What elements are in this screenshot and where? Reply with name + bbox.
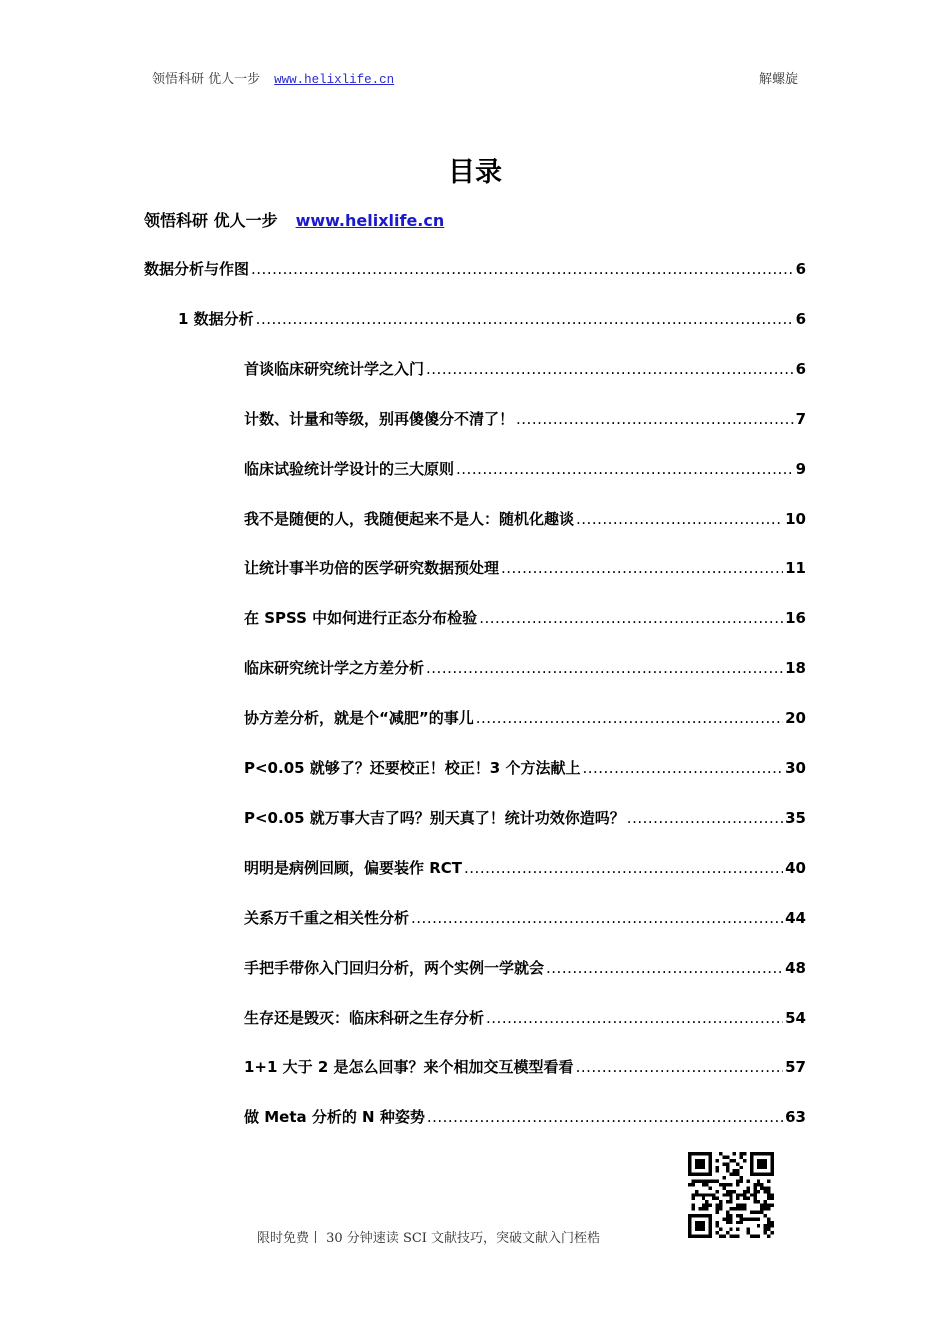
toc-entry-label: P<0.05 就万事大吉了吗？别天真了！统计功效你造吗？	[244, 808, 625, 827]
dot-leader	[256, 310, 794, 328]
brand-line	[144, 208, 444, 231]
toc-entry-page: 9	[795, 459, 806, 478]
toc-entry-label: 临床研究统计学之方差分析	[244, 659, 425, 678]
toc-entry-page: 6	[795, 359, 806, 378]
toc-entry[interactable]	[244, 807, 806, 829]
toc-entry-label: P<0.05 就够了？还要校正！校正！3 个方法献上	[244, 759, 581, 777]
toc-entry[interactable]	[244, 408, 806, 430]
toc-entry-page: 16	[785, 609, 806, 628]
toc-entry[interactable]	[244, 1007, 806, 1029]
qr-code-icon	[688, 1152, 774, 1238]
toc-entry-page: 44	[785, 908, 806, 927]
toc-entry[interactable]	[244, 907, 806, 929]
toc-entry-label: 计数、计量和等级，别再傻傻分不清了！	[244, 409, 515, 428]
toc-entry-page: 7	[795, 409, 806, 428]
toc-entry-page: 63	[785, 1108, 806, 1127]
toc-entry[interactable]	[244, 358, 806, 380]
toc-entry[interactable]	[244, 857, 806, 879]
header-right-text: 解螺旋	[758, 72, 798, 87]
toc-entry[interactable]	[178, 308, 806, 330]
dot-leader	[576, 510, 783, 528]
toc-entry-page: 57	[785, 1058, 806, 1077]
toc-entry-label: 1 数据分析	[178, 309, 254, 328]
dot-leader	[411, 909, 783, 927]
toc-entry-page: 18	[785, 659, 806, 678]
dot-leader	[546, 959, 783, 977]
toc-entry-page: 40	[785, 858, 806, 877]
toc-entry-label: 临床试验统计学设计的三大原则	[244, 459, 455, 478]
toc-entry[interactable]	[244, 1106, 806, 1128]
toc-entry-label: 数据分析与作图	[144, 260, 250, 278]
brand-slogan: 领悟科研 优人一步	[144, 211, 278, 230]
toc-entry-page: 10	[785, 509, 806, 528]
dot-leader	[627, 809, 783, 827]
toc-entry-label: 协方差分析，就是个“减肥”的事儿	[244, 709, 474, 728]
toc-entry-page: 30	[785, 759, 806, 777]
toc-entry-page: 6	[795, 260, 806, 278]
toc-entry-label: 生存还是毁灭：临床科研之生存分析	[244, 1008, 485, 1027]
toc-entry-label: 手把手带你入门回归分析，两个实例一学就会	[244, 958, 545, 977]
page-title: 目录	[448, 157, 502, 188]
toc-entry[interactable]	[244, 757, 806, 779]
toc-entry[interactable]	[244, 707, 806, 729]
header-url-link[interactable]: www.helixlife.cn	[274, 73, 395, 87]
toc-entry[interactable]	[244, 508, 806, 530]
toc-entry-label: 让统计事半功倍的医学研究数据预处理	[244, 559, 500, 578]
footer-text: 限时免费丨 30 分钟速读 SCI 文献技巧，突破文献入门桎梏	[257, 1231, 601, 1246]
toc-entry-label: 1+1 大于 2 是怎么回事？来个相加交互模型看看	[244, 1058, 574, 1077]
brand-url-link[interactable]: www.helixlife.cn	[295, 211, 445, 230]
header-slogan: 领悟科研 优人一步	[152, 72, 261, 87]
toc-entry[interactable]	[244, 1056, 806, 1078]
dot-leader	[464, 859, 783, 877]
toc-entry-page: 11	[785, 559, 806, 578]
dot-leader	[251, 260, 794, 278]
dot-leader	[427, 1108, 783, 1126]
toc-entry-page: 54	[785, 1008, 806, 1027]
dot-leader	[426, 659, 783, 677]
dot-leader	[426, 360, 794, 378]
toc-entry-page: 35	[785, 808, 806, 827]
toc-entry[interactable]	[144, 258, 806, 280]
toc-entry[interactable]	[244, 957, 806, 979]
toc-entry-label: 做 Meta 分析的 N 种姿势	[244, 1108, 425, 1127]
toc-entry[interactable]	[244, 607, 806, 629]
dot-leader	[501, 559, 783, 577]
toc-entry-label: 关系万千重之相关性分析	[244, 908, 410, 927]
dot-leader	[516, 410, 794, 428]
toc-entry-page: 6	[795, 309, 806, 328]
toc-entry-label: 我不是随便的人，我随便起来不是人：随机化趣谈	[244, 509, 575, 528]
toc-entry[interactable]	[244, 657, 806, 679]
dot-leader	[576, 1058, 784, 1076]
dot-leader	[582, 759, 783, 777]
dot-leader	[486, 1009, 783, 1027]
toc-entry[interactable]	[244, 458, 806, 480]
page-header	[152, 68, 798, 88]
dot-leader	[479, 609, 783, 627]
toc-entry-page: 20	[785, 709, 806, 728]
dot-leader	[456, 460, 794, 478]
toc-entry-label: 在 SPSS 中如何进行正态分布检验	[244, 609, 478, 628]
toc-entry[interactable]	[244, 557, 806, 579]
toc-entry-label: 明明是病例回顾，偏要装作 RCT	[244, 858, 463, 877]
toc-entry-page: 48	[785, 958, 806, 977]
toc-entry-label: 首谈临床研究统计学之入门	[244, 359, 425, 378]
dot-leader	[476, 709, 783, 727]
